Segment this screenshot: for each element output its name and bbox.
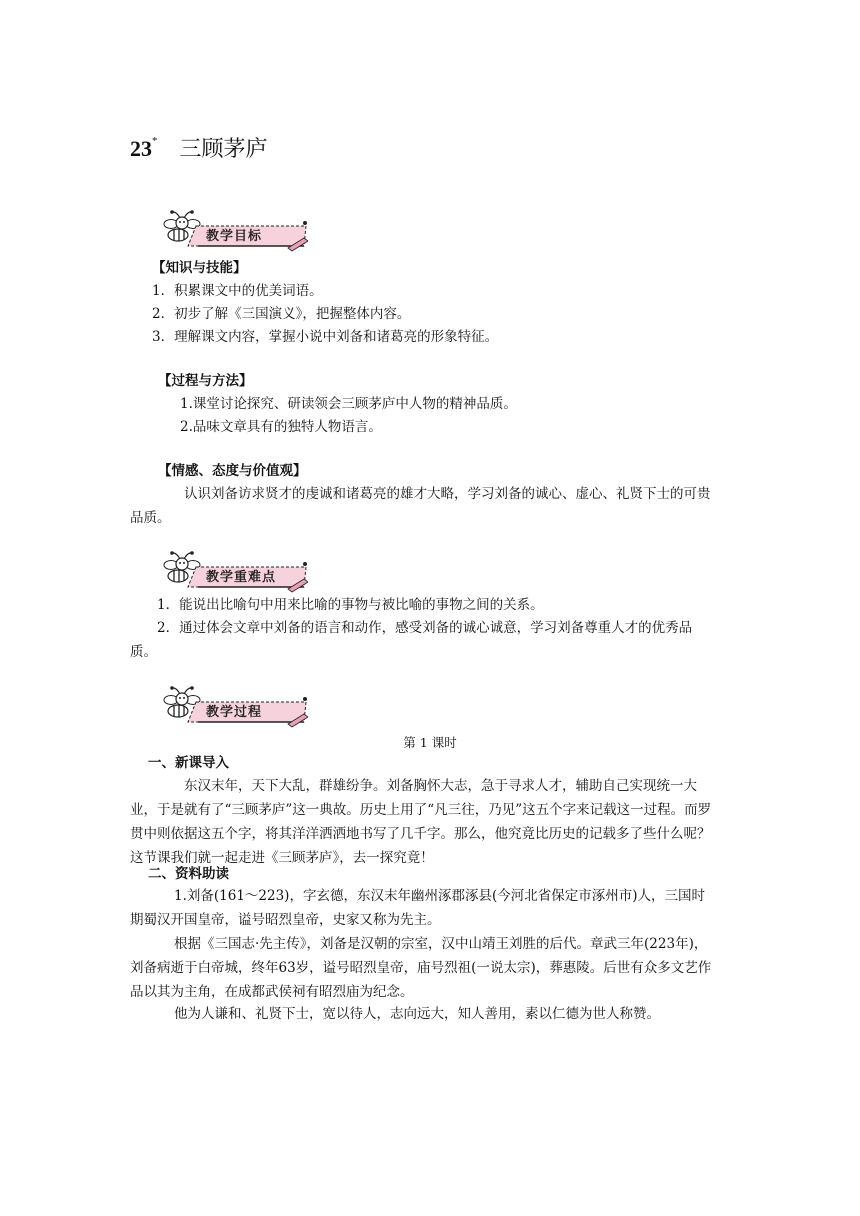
method-heading: 【过程与方法】: [158, 373, 253, 389]
material-paragraph-2: 根据《三国志·先主传》，刘备是汉朝的宗室，汉中山靖王刘胜的后代。章武三年(223年)，刘备病逝于白帝城，终年63岁，谥号昭烈皇帝，庙号烈祖(一说太宗)，葬惠陵。后世有众多文艺作品以其为主角，在成都武侯祠有昭烈庙为纪念。: [130, 936, 712, 1000]
material-paragraph-3: 他为人谦和、礼贤下士，宽以待人，志向远大，知人善用，素以仁德为世人称赞。: [174, 1006, 660, 1022]
key-points-label: 教学重难点: [206, 570, 277, 585]
teaching-goals-badge: [158, 208, 308, 252]
lesson-title-text: 三顾茅庐: [179, 136, 268, 161]
emotion-heading: 【情感、态度与价值观】: [158, 463, 307, 479]
lesson-title: [130, 132, 268, 163]
process-badge: [158, 684, 308, 728]
process-label: 教学过程: [206, 705, 263, 720]
method-item-2: 2.品味文章具有的独特人物语言。: [180, 419, 382, 435]
key-points-badge: [158, 549, 308, 593]
material-heading: 二、资料助读: [148, 866, 229, 882]
intro-heading: 一、新课导入: [148, 755, 229, 771]
emotion-text: 认识刘备访求贤才的虔诚和诸葛亮的雄才大略，学习刘备的诚心、虚心、礼贤下士的可贵品质。: [130, 486, 711, 526]
knowledge-heading: 【知识与技能】: [152, 260, 247, 276]
lesson-period-label: 第 1 课时: [403, 735, 457, 750]
lesson-mark: *: [152, 134, 158, 147]
difficulty-item-1: 1．能说出比喻句中用来比喻的事物与被比喻的事物之间的关系。: [157, 597, 544, 613]
difficulty-item-2: 2．通过体会文章中刘备的语言和动作，感受刘备的诚心诚意，学习刘备尊重人才的优秀品质。: [130, 620, 693, 660]
knowledge-item-3: 3．理解课文内容，掌握小说中刘备和诸葛亮的形象特征。: [152, 329, 499, 345]
knowledge-item-1: 1．积累课文中的优美词语。: [152, 283, 323, 299]
material-paragraph-1: 1.刘备(161～223)，字玄德，东汉末年幽州涿郡涿县(今河北省保定市涿州市)人，三国时期蜀汉开国皇帝，谥号昭烈皇帝，史家又称为先主。: [130, 888, 705, 928]
intro-text: 东汉末年，天下大乱，群雄纷争。刘备胸怀大志，急于寻求人才，辅助自己实现统一大业，于是就有了“三顾茅庐”这一典故。历史上用了“凡三往，乃见”这五个字来记载这一过程。而罗贯中则依据这五个字，将其洋洋洒洒地书写了几千字。那么，他究竟比历史的记载多了些什么呢？这节课我们就一起走进《三顾茅庐》，去一探究竟！: [130, 778, 712, 866]
knowledge-item-2: 2．初步了解《三国演义》，把握整体内容。: [152, 306, 411, 322]
method-item-1: 1.课堂讨论探究、研读领会三顾茅庐中人物的精神品质。: [180, 396, 517, 412]
lesson-number: 23: [130, 136, 152, 161]
teaching-goals-label: 教学目标: [206, 229, 263, 244]
